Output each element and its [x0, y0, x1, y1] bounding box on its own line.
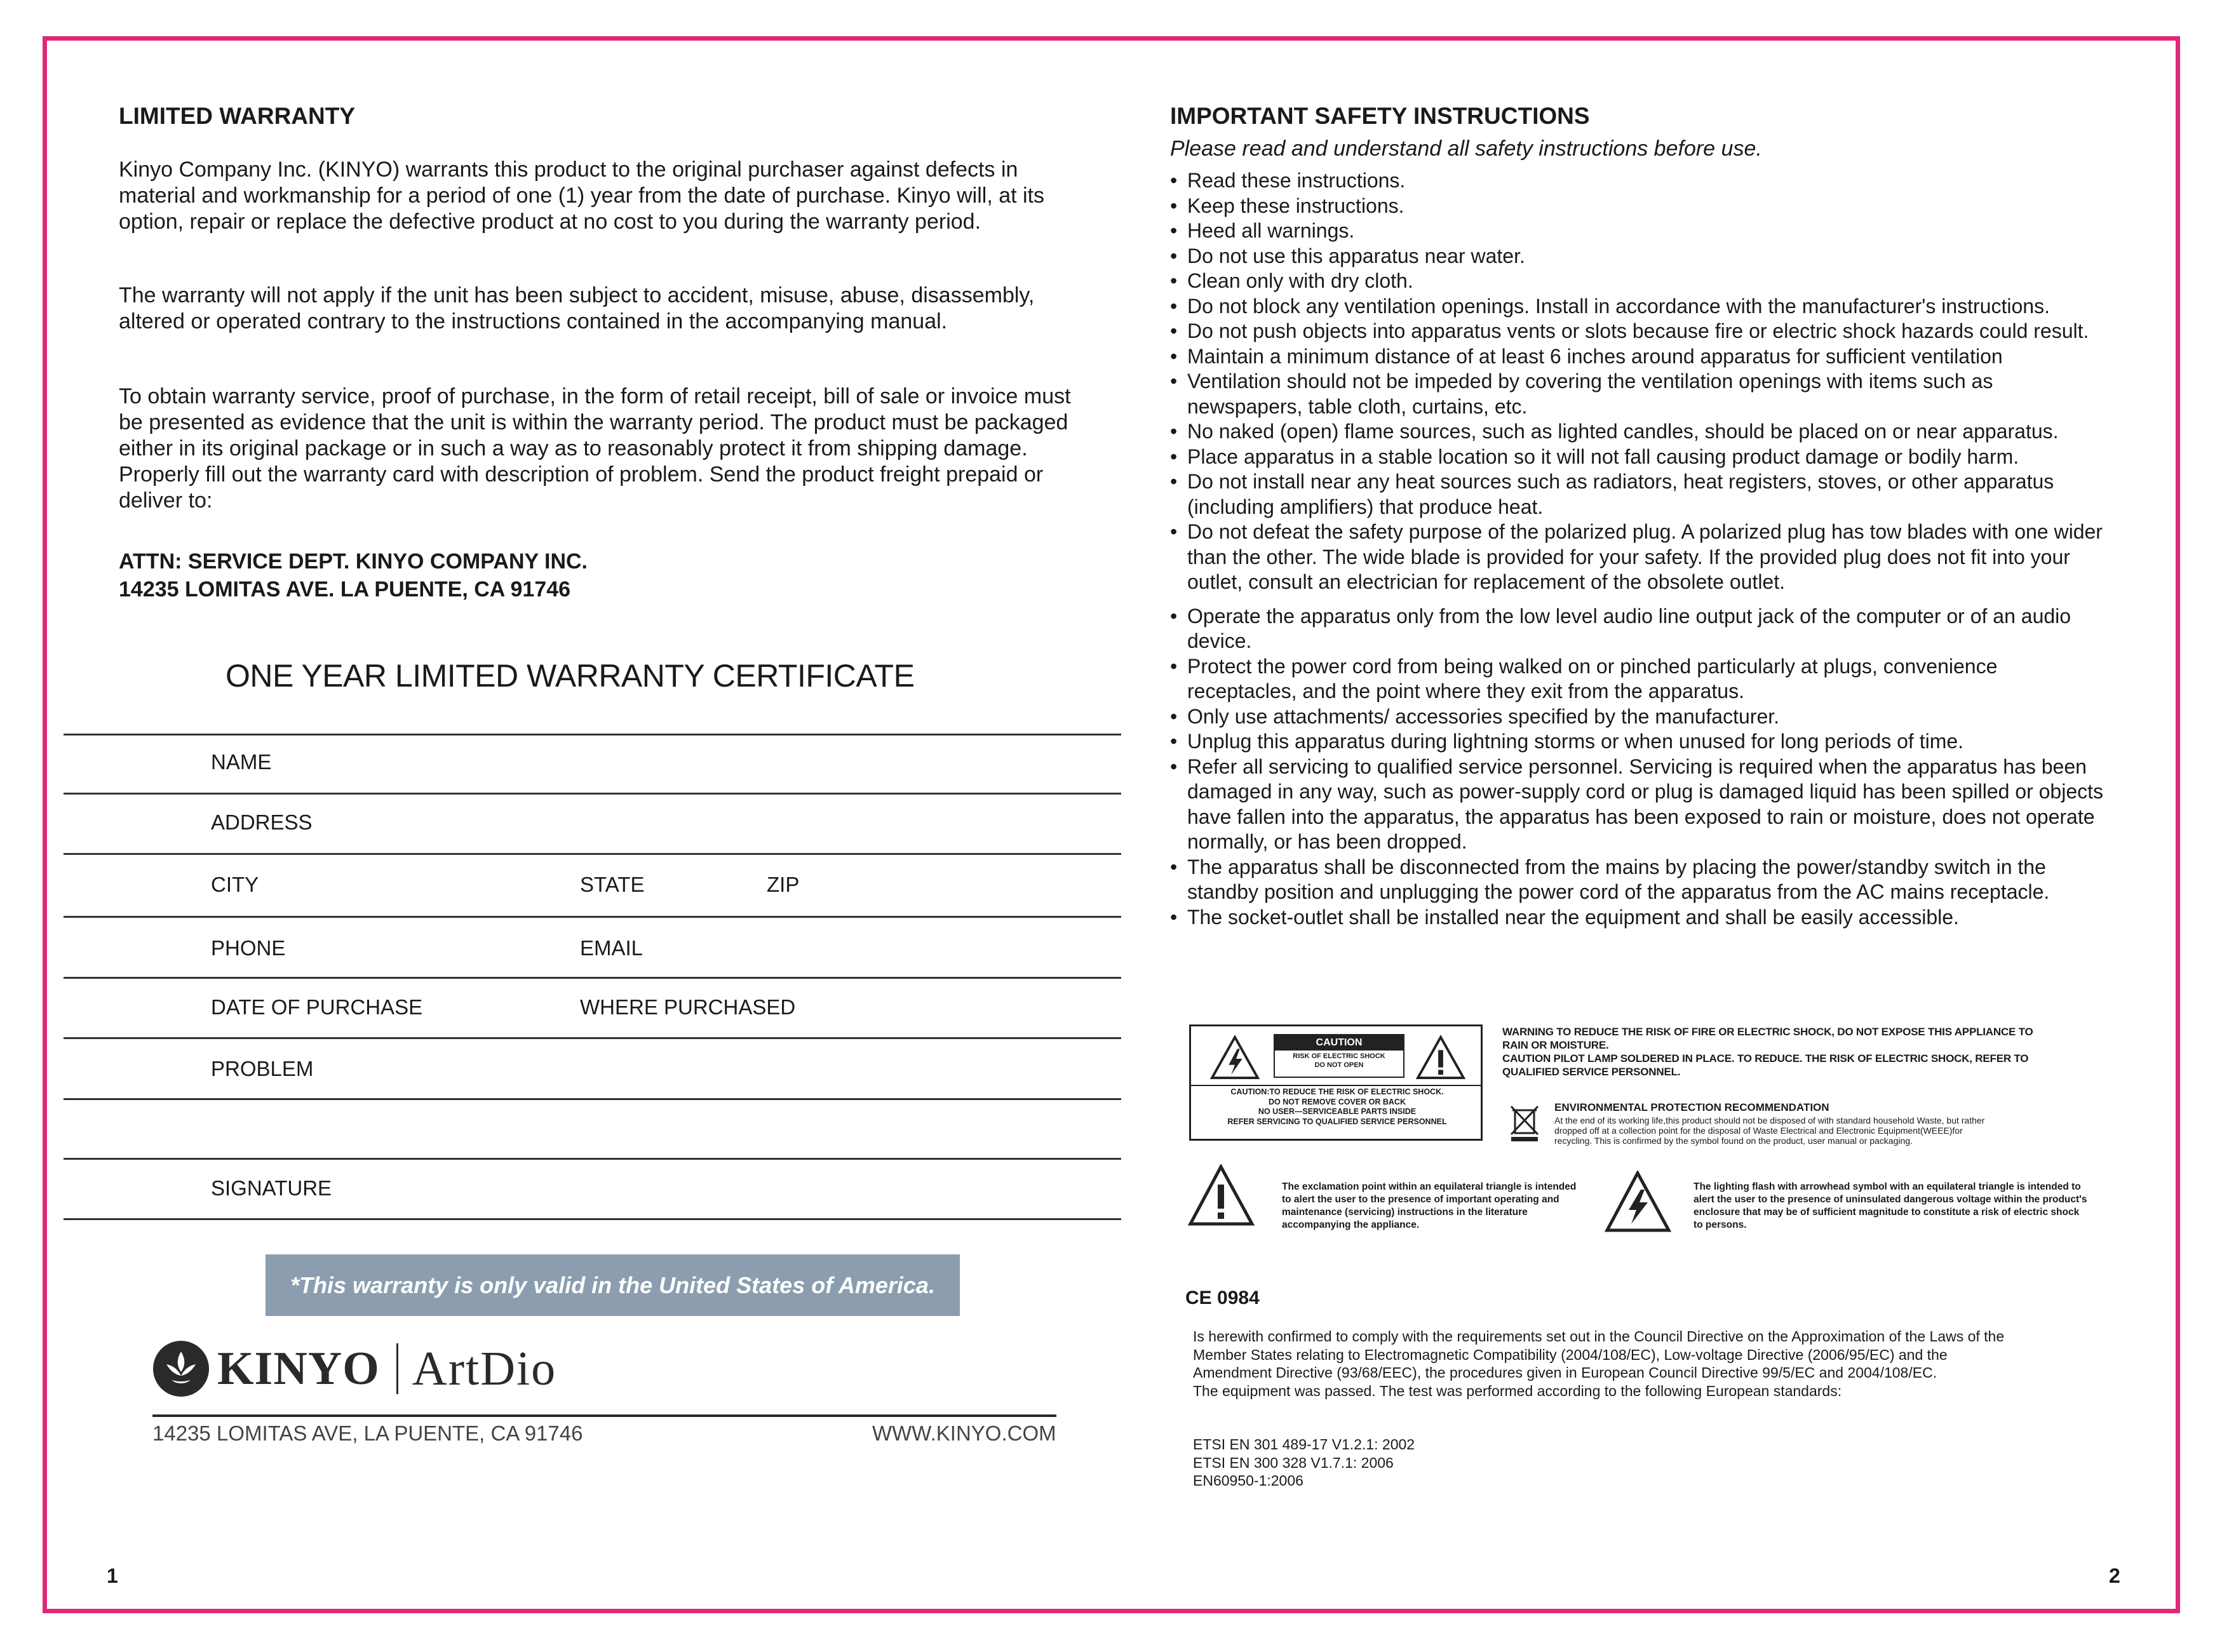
attn-line-1: ATTN: SERVICE DEPT. KINYO COMPANY INC. [119, 549, 588, 574]
logo-divider [396, 1343, 398, 1394]
exclamation-warning-icon [1416, 1035, 1465, 1080]
caution-pilot-line: CAUTION PILOT LAMP SOLDERED IN PLACE. TO REDUCE. THE RISK OF ELECTRIC SHOCK, REFER TO QUALIFIED SERVICE PERSONNEL. [1502, 1052, 2029, 1078]
compliance-statement: Is herewith confirmed to comply with the requirements set out in the Council Directive on the Approximation of the Laws of the Member States relating to Electromagnetic Compatibility (2004/108/EC), Low-voltage Directive (2006/95/EC) and the Amendment Directive (93/68/EEC), the procedures given in European Council Directive 99/5/EC and 2004/108/EC. [1193, 1328, 2005, 1381]
safety-instructions-heading: IMPORTANT SAFETY INSTRUCTIONS [1170, 103, 1590, 129]
warranty-paragraph-2: The warranty will not apply if the unit has been subject to accident, misuse, abuse, disassembly, altered or operated contrary to the instructions contained in the accompanying manual. [119, 283, 1035, 333]
form-rule [64, 1158, 1121, 1160]
list-item: • Only use attachments/ accessories specified by the manufacturer. [1170, 704, 2110, 730]
exclamation-explanation: The exclamation point within an equilateral triangle is intended to alert the user to the presence of important operating and maintenance (servicing) instructions in the literature accompanying the appliance. [1282, 1181, 1577, 1230]
problem-field-label: PROBLEM [211, 1057, 314, 1080]
form-rule [64, 1218, 1121, 1220]
list-item: • The apparatus shall be disconnected from the mains by placing the power/standby switch in the standby position and unplugging the power cord of the apparatus from the AC mains receptacle. [1170, 855, 2110, 905]
caution-divider [1191, 1085, 1481, 1086]
caution-label-box [1189, 1024, 1483, 1141]
form-rule [64, 1037, 1121, 1039]
list-item: • Unplug this apparatus during lightning storms or when unused for long periods of time. [1170, 729, 2110, 755]
certificate-title: ONE YEAR LIMITED WARRANTY CERTIFICATE [226, 658, 915, 694]
lightning-warning-icon [1210, 1035, 1260, 1080]
caution-label: CAUTION [1275, 1035, 1403, 1051]
list-item: • Ventilation should not be impeded by covering the ventilation openings with items such as newspapers, table cloth, curtains, etc. [1170, 369, 2110, 419]
list-item: • Refer all servicing to qualified service personnel. Servicing is required when the apparatus has been damaged in any way, such as power-supply cord or plug is damaged liquid has been spilled or objects have fallen into the apparatus, the apparatus has been exposed to rain or moisture, does not operate normally, or has been dropped. [1170, 755, 2110, 855]
list-item: • Place apparatus in a stable location so it will not fall causing product damage or bodily harm. [1170, 445, 2110, 470]
standards-list [1193, 1435, 1415, 1490]
list-item: • Protect the power cord from being walked on or pinched particularly at plugs, convenience receptacles, and the point where they exit from the apparatus. [1170, 654, 2110, 704]
attn-line-2: 14235 LOMITAS AVE. LA PUENTE, CA 91746 [119, 577, 571, 601]
form-rule [64, 734, 1121, 735]
form-rule [64, 916, 1121, 918]
list-item: • Read these instructions. [1170, 168, 2110, 194]
environmental-text: At the end of its working life,this product should not be disposed of with standard household Waste, but rather dropped off at a collection point for the disposal of Waste Electrical and Electronic Equipment(WEEE)for recycling. This is confirmed by the symbol found on the product, user manual or packaging. [1554, 1115, 1985, 1146]
email-field-label: EMAIL [580, 936, 643, 960]
lightning-triangle-icon [1605, 1171, 1671, 1233]
form-rule [64, 853, 1121, 855]
list-item: • Do not push objects into apparatus vents or slots because fire or electric shock hazards could result. [1170, 319, 2110, 344]
list-item: • Do not install near any heat sources such as radiators, heat registers, stoves, or other apparatus (including amplifiers) that produce heat. [1170, 469, 2110, 520]
service-address [119, 547, 1084, 603]
warning-text [1502, 1025, 2061, 1078]
list-item: • Maintain a minimum distance of at least 6 inches around apparatus for sufficient ventilation [1170, 344, 2110, 370]
exclamation-triangle-icon [1188, 1164, 1255, 1226]
date-of-purchase-label: DATE OF PURCHASE [211, 995, 423, 1019]
state-field-label: STATE [580, 873, 645, 896]
zip-field-label: ZIP [767, 873, 800, 896]
caution-text-line-1: CAUTION:TO REDUCE THE RISK OF ELECTRIC SHOCK. [1230, 1087, 1444, 1096]
lightning-explanation: The lighting flash with arrowhead symbol with an equilateral triangle is intended to alert the user to the presence of uninsulated dangerous voltage within the product's enclosure that may be of sufficient magnitude to constitute a risk of electric shock to persons. [1694, 1181, 2087, 1230]
form-rule [64, 793, 1121, 795]
footer-address: 14235 LOMITAS AVE, LA PUENTE, CA 91746 [152, 1421, 583, 1445]
list-item: • Clean only with dry cloth. [1170, 269, 2110, 294]
caution-text-line-2: DO NOT REMOVE COVER OR BACK [1269, 1097, 1406, 1106]
signature-field-label: SIGNATURE [211, 1176, 332, 1200]
ce-mark: CE 0984 [1185, 1287, 1260, 1308]
compliance-passed: The equipment was passed. The test was performed according to the following European standards: [1193, 1382, 1842, 1399]
where-purchased-label: WHERE PURCHASED [580, 995, 796, 1019]
phone-field-label: PHONE [211, 936, 286, 960]
safety-subheading: Please read and understand all safety instructions before use. [1170, 137, 1762, 161]
standard-item: EN60950-1:2006 [1193, 1472, 1303, 1489]
warning-line: WARNING TO REDUCE THE RISK OF FIRE OR ELECTRIC SHOCK, DO NOT EXPOSE THIS APPLIANCE TO RAIN OR MOISTURE. [1502, 1026, 2033, 1051]
caution-sub [1275, 1052, 1403, 1070]
list-item: • Operate the apparatus only from the low level audio line output jack of the computer or of an audio device. [1170, 604, 2110, 654]
caution-text-line-3: NO USER—SERVICEABLE PARTS INSIDE [1258, 1107, 1417, 1116]
address-field-label: ADDRESS [211, 810, 313, 834]
list-item: • Do not use this apparatus near water. [1170, 244, 2110, 269]
list-item: • Heed all warnings. [1170, 218, 2110, 244]
environmental-title: ENVIRONMENTAL PROTECTION RECOMMENDATION [1554, 1101, 1829, 1113]
list-item: • The socket-outlet shall be installed near the equipment and shall be easily accessible. [1170, 905, 2110, 930]
brand-logo [152, 1340, 556, 1397]
city-field-label: CITY [211, 873, 259, 896]
form-rule [64, 1098, 1121, 1100]
limited-warranty-heading: LIMITED WARRANTY [119, 103, 356, 129]
kinyo-wordmark: KINYO [217, 1342, 380, 1395]
compliance-text [1193, 1327, 2019, 1400]
form-rule [64, 977, 1121, 979]
caution-text [1195, 1087, 1479, 1127]
list-item: • Keep these instructions. [1170, 194, 2110, 219]
caution-sub-line-2: DO NOT OPEN [1314, 1061, 1364, 1069]
caution-sub-line-1: RISK OF ELECTRIC SHOCK [1293, 1052, 1385, 1060]
safety-list [1170, 168, 2110, 930]
list-item: • Do not block any ventilation openings. Install in accordance with the manufacturer's instructions. [1170, 294, 2110, 319]
kinyo-emblem-icon [152, 1340, 210, 1397]
page-number-right: 2 [2109, 1564, 2120, 1587]
standard-item: ETSI EN 300 328 V1.7.1: 2006 [1193, 1454, 1394, 1471]
name-field-label: NAME [211, 750, 272, 774]
warranty-paragraph-1: Kinyo Company Inc. (KINYO) warrants this product to the original purchaser against defects in material and workmanship for a period of one (1) year from the date of purchase. Kinyo will, at its option, repair or replace the defective product at no cost to you during the warranty period. [119, 158, 1045, 234]
standard-item: ETSI EN 301 489-17 V1.2.1: 2002 [1193, 1436, 1415, 1453]
caution-badge [1274, 1034, 1404, 1078]
artdio-wordmark: ArtDio [412, 1341, 557, 1395]
warranty-paragraph-3: To obtain warranty service, proof of purchase, in the form of retail receipt, bill of sale or invoice must be presented as evidence that the unit is within the warranty period. The product must be packaged either in its original package or in such a way as to reasonably protect it from shipping damage. Properly fill out the warranty card with description of problem. Send the product freight prepaid or deliver to: [119, 384, 1071, 513]
footer-website: WWW.KINYO.COM [872, 1421, 1056, 1445]
list-item: • Do not defeat the safety purpose of the polarized plug. A polarized plug has tow blades with one wider than the other. The wide blade is provided for your safety. If the provided plug does not fit into your outlet, consult an electrician for replacement of the obsolete outlet. [1170, 520, 2110, 595]
caution-text-line-4: REFER SERVICING TO QUALIFIED SERVICE PERSONNEL [1227, 1117, 1447, 1126]
footer-rule [152, 1414, 1056, 1417]
list-item: • No naked (open) flame sources, such as lighted candles, should be placed on or near apparatus. [1170, 419, 2110, 445]
us-only-notice: *This warranty is only valid in the United States of America. [266, 1254, 960, 1316]
weee-bin-icon [1509, 1105, 1540, 1142]
page-number-left: 1 [107, 1564, 118, 1587]
